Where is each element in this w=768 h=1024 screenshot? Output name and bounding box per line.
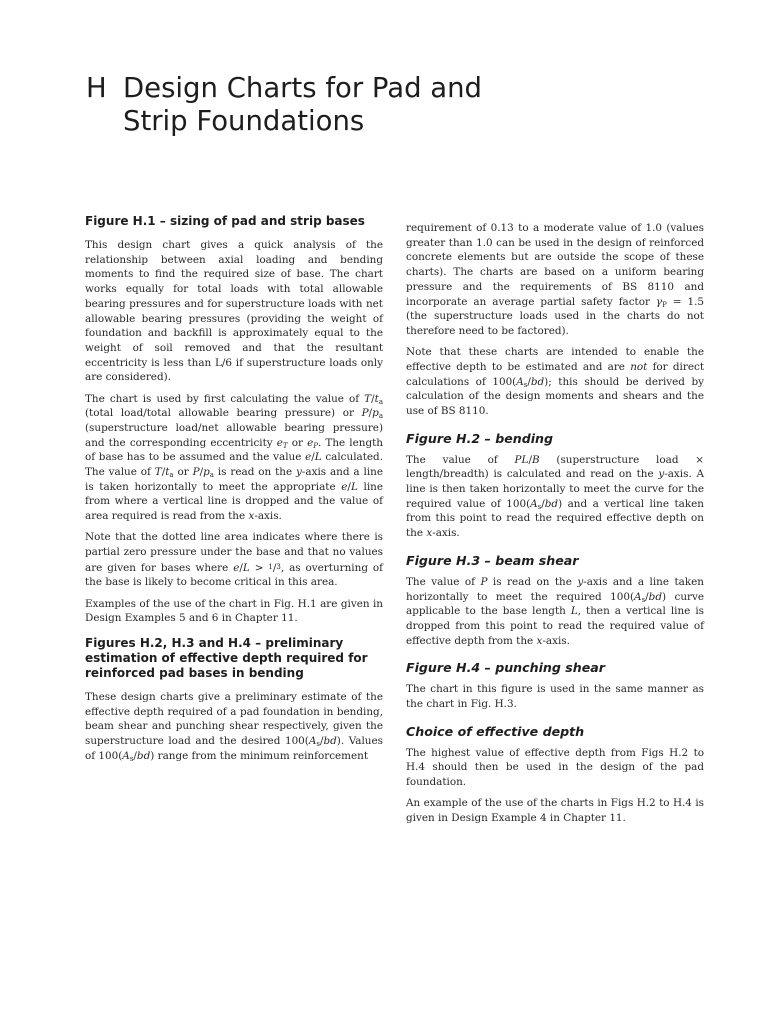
heading-figure-h4: Figure H.4 – punching shear bbox=[406, 660, 605, 676]
chapter-letter: H bbox=[86, 72, 107, 104]
paragraph-figure-h2: The value of PL/B (superstructure load × length/breadth) is calculated and read on the y-axis. A line is then taken horizontally to meet the curve for the required value of $100(A_s/bd)$ and a vertical line taken from this point to read the required effective depth on the x-axis. bbox=[406, 453, 704, 540]
paragraph-h1-usage: The chart is used by first calculating the value of $T/t_a$ (total load/total allowable bearing pressure) or $P/p_a$ (superstructure load/net allowable bearing pressure) and the corresponding eccentricity $e_T$ or $e_P$. The length of base has to be assumed and the value e/L calculated. The value of $T/t_a$ or $P/p_a$ is read on the y-axis and a line is taken horizontally to meet the appropriate e/L line from where a vertical line is dropped and the value of area required is read from the x-axis. bbox=[85, 392, 383, 523]
paragraph-figure-h4: The chart in this figure is used in the same manner as the chart in Fig. H.3. bbox=[406, 683, 704, 711]
chapter-title bbox=[86, 72, 726, 138]
paragraph-h1-intro: This design chart gives a quick analysis of the relationship between axial loading and bending moments to find the required size of base. The chart works equally for total loads with total allowable bearing pressures and for superstructure loads with net allowable bearing pressures (providing the weight of foundation and backfill is approximately equal to the weight of soil removed and that the resultant eccentricity is less than L/6 if superstructure loads only are considered). bbox=[85, 239, 383, 384]
left-column bbox=[85, 214, 383, 770]
paragraph-h2-h4-intro: These design charts give a preliminary estimate of the effective depth required of a pad foundation in bending, beam shear and punching shear respectively, given the superstructure load and the desired $100(A_s/bd)$. Values of $100(A_s/bd)$ range from the minimum reinforcement bbox=[85, 691, 383, 763]
chapter-title-line2: Strip Foundations bbox=[123, 105, 365, 137]
heading-choice-effective-depth: Choice of effective depth bbox=[406, 723, 585, 739]
paragraph-choice-2: An example of the use of the charts in Figs H.2 to H.4 is given in Design Example 4 in Chapter 11. bbox=[406, 797, 704, 825]
paragraph-figure-h3: The value of P is read on the y-axis and a line taken horizontally to meet the required $100(A_s/bd)$ curve applicable to the base length L, then a vertical line is dropped from this point to read the required value of effective depth from the x-axis. bbox=[406, 575, 704, 647]
paragraph-charts-note: Note that these charts are intended to enable the effective depth to be estimated and are not for direct calculations of $100(A_s/bd)$; this should be derived by calculation of the design moments and shears and the use of BS 8110. bbox=[406, 346, 704, 417]
heading-figure-h1: Figure H.1 – sizing of pad and strip bases bbox=[85, 214, 365, 228]
right-column bbox=[406, 221, 704, 832]
paragraph-choice-1: The highest value of effective depth from Figs H.2 to H.4 should then be used in the design of the pad foundation. bbox=[406, 746, 704, 789]
paragraph-h2-h4-continued: requirement of 0.13 to a moderate value of 1.0 (values greater than 1.0 can be used in the design of reinforced concrete elements but are outside the scope of these charts). The charts are based on a uniform bearing pressure and the requirements of BS 8110 and incorporate an average partial safety factor $\gamma_P = 1.5$ (the superstructure loads used in the charts do not therefore need to be factored). bbox=[406, 222, 704, 337]
heading-figure-h2: Figure H.2 – bending bbox=[406, 430, 554, 446]
chapter-title-line1: Design Charts for Pad and bbox=[123, 72, 483, 104]
paragraph-h1-dotted-note: Note that the dotted line area indicates where there is partial zero pressure under the base and that no values are given for bases where e/L > 1/3, as overturning of the base is likely to become critical in this area. bbox=[85, 531, 384, 589]
heading-figure-h3: Figure H.3 – beam shear bbox=[406, 552, 579, 568]
paragraph-h1-examples: Examples of the use of the chart in Fig. H.1 are given in Design Examples 5 and 6 in Chapter 11. bbox=[85, 597, 383, 625]
heading-figures-h2-h4: Figures H.2, H.3 and H.4 – preliminary estimation of effective depth required for reinforced pad bases in bending bbox=[85, 636, 368, 681]
